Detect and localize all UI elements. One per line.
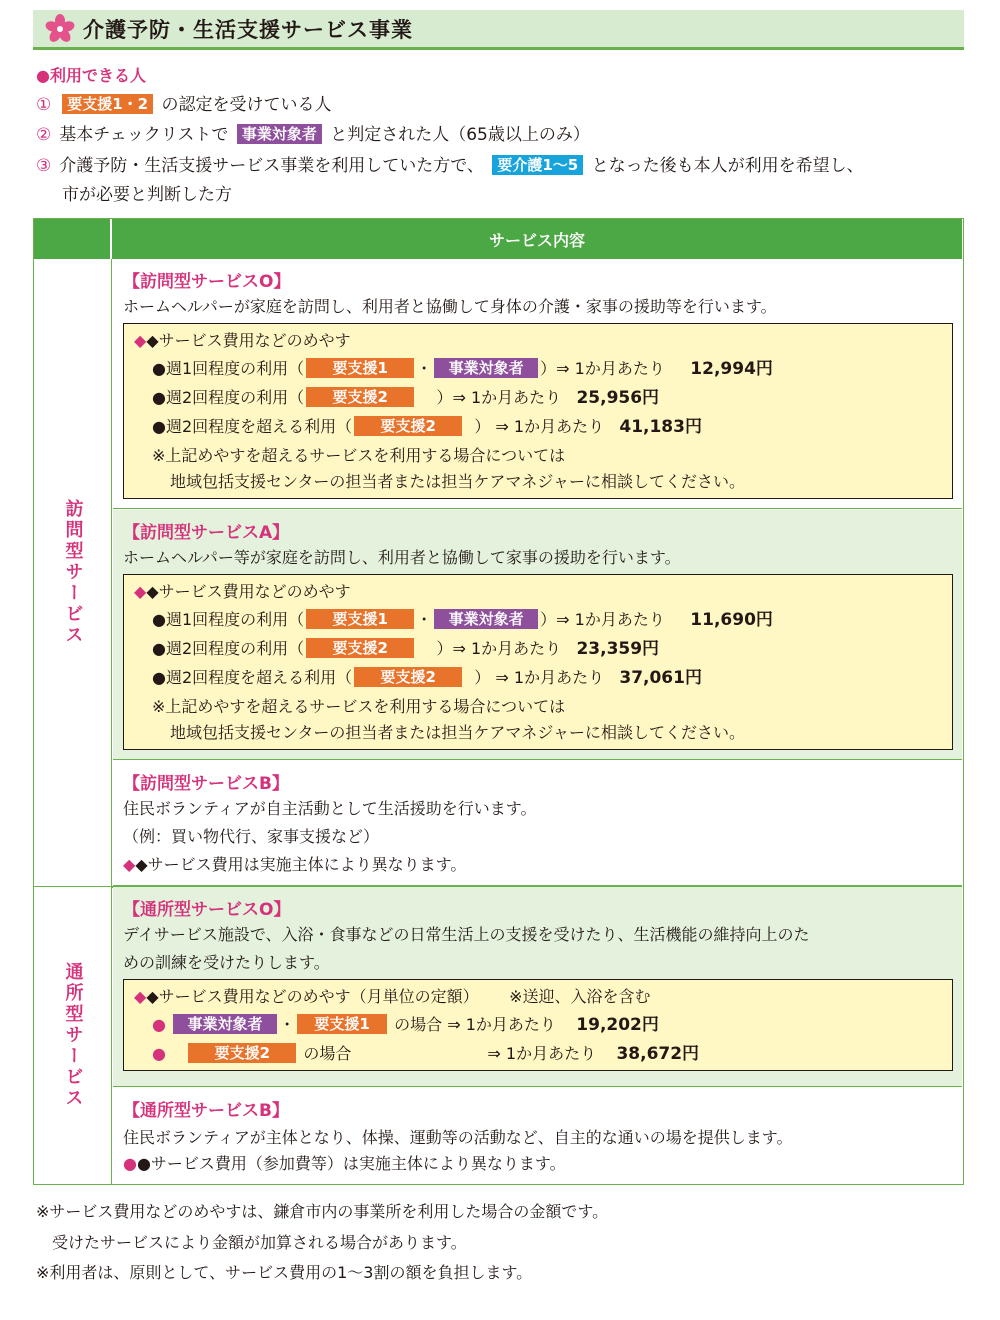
footer-note-1: ※サービス費用などのめやすは、鎌倉市内の事業所を利用した場合の金額です。 [36,1202,609,1221]
footer-note-3: ※利用者は、原則として、サービス費用の1〜3割の額を負担します。 [36,1263,533,1282]
footer-note-2: 受けたサービスにより金額が加算される場合があります。 [52,1233,467,1252]
cost-row: ● 要支援2 の場合 ⇒ 1か月あたり 38,672円 [152,1044,700,1064]
cost-box: ◆◆サービス費用などのめやす ●週1回程度の利用（ 要支援1 ・ 事業対象者 ）⇒ 1か月あたり 11,690円 ●週2回程度の利用（ 要支援2 ）⇒ 1か月あたり 23,359円 ●週2回程度を超える利用（ 要支援2 ） ⇒ 1か月あたり 37,061円 ※上記めやすを超えるサービスを利用する場合については 地域包括支援センターの担当者または担当ケアマネジャーに相談してください。 [123,574,953,750]
tsusho-o-section: 【通所型サービスO】 デイサービス施設で、入浴・食事などの日常生活上の支援を受けたり、生活機能の維持向上のた めの訓練を受けたりします。 ◆◆サービス費用などのめやす（月単位の定額） ※送迎、入浴を含む ● 事業対象者 ・ 要支援1 の場合 ⇒ 1か月あたり 19,202円 ● 要支援2 の場合 ⇒ 1か月あたり 38,672円 [113,887,962,1087]
cost-row: ● 事業対象者 ・ 要支援1 の場合 ⇒ 1か月あたり 19,202円 [152,1015,659,1035]
section-title: 【訪問型サービスA】 [123,523,290,543]
section-desc: ホームヘルパー等が家庭を訪問し、利用者と協働して家事の援助を行います。 [123,548,681,567]
section-title: 【訪問型サービスB】 [123,774,289,794]
page-title: 介護予防・生活支援サービス事業 [83,17,413,42]
cost-row: ●週1回程度の利用（ 要支援1 ・ 事業対象者 ）⇒ 1か月あたり 12,994円 [152,359,773,379]
section-title: 【通所型サービスB】 [123,1101,289,1121]
service-table [33,218,964,1185]
flower-icon [45,14,75,44]
houmon-o-section [113,259,962,509]
tag-yokaigo: 要介護1〜5 [492,155,583,175]
tag-yoshien: 要支援1・2 [62,94,153,114]
cost-row: ●週2回程度の利用（ 要支援2 ）⇒ 1か月あたり 25,956円 [152,388,660,408]
eligibility-item-2: ② 基本チェックリストで 事業対象者 と判定された人（65歳以上のみ） [36,125,590,145]
houmon-b-section: 【訪問型サービスB】 住民ボランティアが自主活動として生活援助を行います。 （例：買い物代行、家事支援など） ◆◆サービス費用は実施主体により異なります。 [113,761,962,886]
group-label-houmon: 訪問型サービス [62,499,84,646]
cost-box: ◆◆サービス費用などのめやす ●週1回程度の利用（ 要支援1 ・ 事業対象者 ）⇒ 1か月あたり 12,994円 ●週2回程度の利用（ 要支援2 ）⇒ 1か月あたり 25,956円 ●週2回程度を超える利用（ 要支援2 ） ⇒ 1か月あたり 41,183円 ※上記めやすを超えるサービスを利用する場合については 地域包括支援センターの担当者または担当ケアマネジャーに相談してください。 [123,323,953,499]
tag-jigyo-taishosha: 事業対象者 [237,124,322,144]
tsusho-b-section: 【通所型サービスB】 住民ボランティアが主体となり、体操、運動等の活動など、自主的な通いの場を提供します。 ●●サービス費用（参加費等）は実施主体により異なります。 [113,1088,962,1184]
eligibility-item-3-cont: 市が必要と判断した方 [62,185,232,205]
eligibility-item-1: ① 要支援1・2 の認定を受けている人 [36,95,332,115]
section-desc: ホームヘルパーが家庭を訪問し、利用者と協働して身体の介護・家事の援助等を行います。 [123,297,777,316]
group-label-tsusho: 通所型サービス [62,962,84,1109]
group-houmon [34,259,112,886]
section-title: 【訪問型サービスO】 [123,272,291,292]
cost-row: ●週2回程度の利用（ 要支援2 ）⇒ 1か月あたり 23,359円 [152,639,660,659]
houmon-a-section [113,510,962,760]
table-header [34,219,962,259]
cost-row: ●週1回程度の利用（ 要支援1 ・ 事業対象者 ）⇒ 1か月あたり 11,690円 [152,610,773,630]
page-header [33,10,964,50]
section-title: 【通所型サービスO】 [123,900,291,920]
cost-row: ●週2回程度を超える利用（ 要支援2 ） ⇒ 1か月あたり 41,183円 [152,417,702,437]
cost-row: ●週2回程度を超える利用（ 要支援2 ） ⇒ 1か月あたり 37,061円 [152,668,702,688]
eligibility-label: ●利用できる人 [36,66,146,85]
group-tsusho [34,887,112,1184]
eligibility-item-3: ③ 介護予防・生活支援サービス事業を利用していた方で、 要介護1〜5 となった後も本人が利用を希望し、 [36,156,864,176]
table-header-label: サービス内容 [112,219,962,259]
cost-box: ◆◆サービス費用などのめやす（月単位の定額） ※送迎、入浴を含む ● 事業対象者 ・ 要支援1 の場合 ⇒ 1か月あたり 19,202円 ● 要支援2 の場合 ⇒ 1か月あたり 38,672円 [123,979,953,1071]
